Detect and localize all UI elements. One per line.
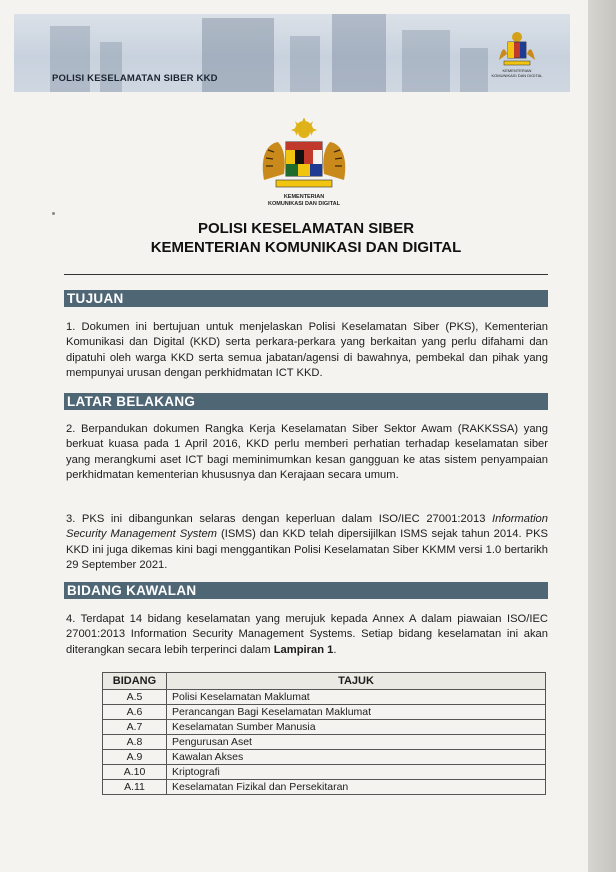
paragraph-3-part-a: 3. PKS ini dibangunkan selaras dengan keperluan dalam ISO/IEC 27001:2013 [66,513,493,525]
column-header-tajuk: TAJUK [167,673,546,690]
table-row [103,690,546,705]
crest-logo-icon [494,28,540,70]
title-divider [64,274,548,275]
table-cell-code: A.9 [103,750,167,765]
table-cell-code: A.7 [103,720,167,735]
table-header-row [103,673,546,690]
banner-logo-line-2: KOMUNIKASI DAN DIGITAL [491,72,543,78]
section-heading-bidang-kawalan: BIDANG KAWALAN [64,582,548,599]
table-cell-title: Polisi Keselamatan Maklumat [167,690,546,705]
table-row [103,735,546,750]
paragraph-2: 2. Berpandukan dokumen Rangka Kerja Keselamatan Siber Sektor Awam (RAKKSSA) yang berkuat kuasa pada 1 April 2016, KKD perlu memberi perhatian terhadap keselamatan siber yang merangkumi aset ICT bagi meminimumkan kesan gangguan ke atas sistem penyampaian perkhidmatan kementerian khususnya dan Kerajaan secara umum. [66,423,548,481]
running-header-title: POLISI KESELAMATAN SIBER KKD [52,73,218,84]
paragraph-3 [66,512,548,573]
table-cell-title: Perancangan Bagi Keselamatan Maklumat [167,705,546,720]
table-cell-title: Kawalan Akses [167,750,546,765]
table-cell-title: Keselamatan Sumber Manusia [167,720,546,735]
paragraph-4-bold: Lampiran 1 [273,643,334,656]
table-cell-title: Kriptografi [167,765,546,780]
title-line-2: KEMENTERIAN KOMUNIKASI DAN DIGITAL [150,239,462,256]
table-cell-code: A.10 [103,765,167,780]
document-title [60,219,552,257]
table-row [103,720,546,735]
crest-caption [236,194,372,207]
paragraph-4-part-b: . [333,643,337,656]
table-cell-code: A.11 [103,780,167,795]
section-heading-tujuan: TUJUAN [64,290,548,307]
page-edge-shadow [588,0,616,872]
table-cell-code: A.6 [103,705,167,720]
scan-speck [52,212,55,215]
crest-caption-line-2: KOMUNIKASI DAN DIGITAL [267,200,340,207]
coat-of-arms-icon [256,118,352,198]
table-cell-code: A.5 [103,690,167,705]
control-areas-table [102,672,546,795]
crest-caption-line-1: KEMENTERIAN [283,194,325,200]
table-row [103,750,546,765]
table-row [103,765,546,780]
paragraph-4-part-a: 4. Terdapat 14 bidang keselamatan yang merujuk kepada Annex A dalam piawaian ISO/IEC 27001:2013 Information Security Management Systems. Setiap bidang keselamatan ini akan diterangkan secara lebih terperinci dalam [66,613,548,656]
paragraph-3-italic: Information Security Management System [66,513,548,541]
table-cell-code: A.8 [103,735,167,750]
table-cell-title: Keselamatan Fizikal dan Persekitaran [167,780,546,795]
paragraph-1: 1. Dokumen ini bertujuan untuk menjelaskan Polisi Keselamatan Siber (PKS), Kementerian Komunikasi dan Digital (KKD) serta perkara-perkara yang berkaitan yang perlu difahami dan dipatuhi oleh warga KKD serta semua jabatan/agensi di bawahnya, pembekal dan pihak yang mempunyai urusan dengan perkhidmatan ICT KKD. [66,321,548,379]
banner-logo-line-1: KEMENTERIAN [502,68,532,73]
title-line-1: POLISI KESELAMATAN SIBER [197,220,415,237]
table-cell-title: Pengurusan Aset [167,735,546,750]
table-row [103,705,546,720]
column-header-bidang: BIDANG [103,673,167,690]
paragraph-4 [66,612,548,658]
section-heading-latar-belakang: LATAR BELAKANG [64,393,548,410]
banner-logo-caption [486,69,548,78]
table-row [103,780,546,795]
paragraph-3-part-b: (ISMS) dan KKD telah dipersijilkan ISMS sejak tahun 2014. PKS KKD ini juga dikemas kini bagi menggantikan Polisi Keselamatan Siber KKMM versi 1.0 bertarikh 29 September 2021. [66,528,548,571]
